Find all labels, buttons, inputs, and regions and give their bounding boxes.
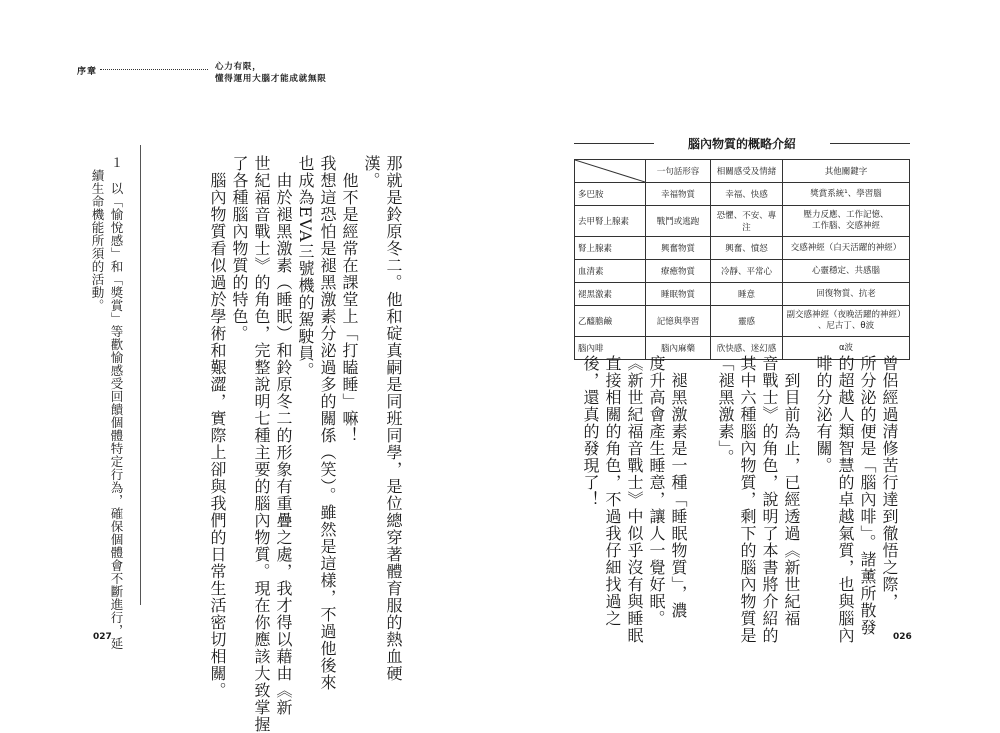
table-title: 腦內物質的概略介紹 (574, 135, 910, 152)
text-line: 到目前為止，已經透過《新世紀福 (782, 355, 801, 627)
text-line: 度升高會產生睡意，讓人一覺好眠。 (647, 355, 666, 627)
text-line: 褪黑激素是一種「睡眠物質」，濃 (669, 355, 688, 619)
text-line: 曾侶經過清修苦行達到徹悟之際， (880, 355, 899, 610)
text-line: 啡的分泌有關。 (814, 355, 833, 474)
right-page-text-block-3 (579, 355, 689, 644)
left-page-body-text (206, 155, 404, 733)
text-line: 漢。 (362, 155, 381, 189)
keywords-cell (783, 183, 910, 206)
table-row (575, 260, 910, 283)
text-line: 的超越人類智慧的卓越氣質，也與腦內 (836, 355, 855, 644)
phrase-cell: 興奮物質 (646, 237, 711, 260)
page-number-right: 026 (893, 632, 912, 642)
text-line: 由於褪黑激素（睡眠）和鈴原冬二的形象有重疊之處，我才得以藉由《新 (274, 155, 293, 716)
table-header-cell: 其他關鍵字 (783, 160, 910, 183)
chapter-label: 序章 (77, 67, 98, 77)
table-row (575, 183, 910, 206)
keyword-line: 回復物質、抗老 (816, 288, 876, 299)
text-line: 了各種腦內物質的特色。 (230, 155, 249, 342)
substance-name: 腎上腺素 (575, 237, 646, 260)
phrase-cell: 腦內麻藥 (646, 337, 711, 360)
text-line: 直接相關的角色，不過我仔細找過之 (603, 355, 622, 627)
chapter-title-line-2: 懂得運用大腦才能成就無限 (215, 74, 327, 84)
table-header-cell: 一句話形容 (646, 160, 711, 183)
footnote-line: １ 以「愉悅感」和「獎賞」等歡愉感受回饋個體特定行為，確保個體會不斷進行，延 (109, 156, 124, 650)
keywords-cell (783, 260, 910, 283)
keyword-line: 心靈穩定、共感腦 (811, 265, 880, 276)
keyword-line: 副交感神經（夜晚活躍的神經） (786, 310, 906, 320)
chapter-title-line-1: 心力有限， (215, 62, 262, 72)
keyword-line: α波 (838, 342, 854, 353)
text-line: 《新世紀福音戰士》中似乎沒有與睡眠 (625, 355, 644, 644)
header-dotted-rule (100, 69, 208, 70)
feeling-cell: 欣快感、迷幻感 (711, 337, 783, 360)
phrase-cell: 戰鬥或逃跑 (646, 206, 711, 237)
table-header-row (575, 160, 910, 183)
keywords-cell (783, 206, 910, 237)
substance-name: 腦內啡 (575, 337, 646, 360)
phrase-cell: 幸福物質 (646, 183, 711, 206)
page-number-left: 027 (93, 632, 112, 642)
keyword-line: 壓力反應、工作記憶、 (803, 210, 889, 220)
table-row (575, 206, 910, 237)
text-line: 所分泌的便是「腦內啡」。諸薰所散發 (858, 355, 877, 636)
table-row (575, 283, 910, 306)
keywords-cell (783, 237, 910, 260)
substance-name: 去甲腎上腺素 (575, 206, 646, 237)
text-line: 腦內物質看似過於學術和艱澀，實際上卻與我們的日常生活密切相關。 (208, 155, 227, 699)
substance-name: 血清素 (575, 260, 646, 283)
keywords-cell (783, 283, 910, 306)
right-page-text-block-1 (812, 355, 900, 644)
feeling-cell: 恐懼、不安、專注 (711, 206, 783, 237)
chapter-title (215, 61, 327, 85)
phrase-cell: 睡眠物質 (646, 283, 711, 306)
table-title-bar (574, 133, 910, 153)
text-line: 後，還真的發現了！ (581, 355, 600, 508)
table-row (575, 237, 910, 260)
text-line: 也成為EVA三號機的駕駛員。 (296, 155, 315, 379)
feeling-cell: 靈感 (711, 306, 783, 337)
substance-name: 多巴胺 (575, 183, 646, 206)
text-line: 世紀福音戰士》的角色，完整說明七種主要的腦內物質。現在你應該大致掌握 (252, 155, 271, 733)
table-header-cell: 相關感受及情緒 (711, 160, 783, 183)
keyword-line: 、尼古丁、θ波 (817, 321, 875, 331)
text-line: 他不是經常在課堂上「打瞌睡」嘛！ (340, 155, 359, 444)
footnote-rule (140, 145, 141, 605)
feeling-cell: 冷靜、平常心 (711, 260, 783, 283)
diagonal-line-icon (575, 160, 645, 182)
feeling-cell: 睡意 (711, 283, 783, 306)
substance-name: 褪黑激素 (575, 283, 646, 306)
brain-substance-table (574, 133, 910, 360)
keywords-cell (783, 306, 910, 337)
substance-name: 乙醯膽鹼 (575, 306, 646, 337)
feeling-cell: 幸福、快感 (711, 183, 783, 206)
feeling-cell: 興奮、憤怒 (711, 237, 783, 260)
footnote-line: 續生命機能所須的活動。 (90, 156, 105, 312)
text-line: 我想這恐怕是褪黑激素分泌過多的關係（笑）。雖然是這樣，不過他後來 (318, 155, 337, 691)
right-page-text-block-2 (714, 355, 802, 644)
keyword-line: 工作腦、交感神經 (811, 221, 880, 231)
text-line: 音戰士》的角色，說明了本書將介紹的 (760, 355, 779, 644)
keyword-line: 獎賞系統¹、學習腦 (810, 188, 882, 199)
table (574, 159, 910, 360)
table-row (575, 306, 910, 337)
phrase-cell: 療癒物質 (646, 260, 711, 283)
text-line: 那就是鈴原冬二。他和碇真嗣是同班同學，是位總穿著體育服的熱血硬 (384, 155, 403, 682)
phrase-cell: 記憶與學習 (646, 306, 711, 337)
keyword-line: 交感神經（白天活躍的神經） (790, 242, 902, 253)
text-line: 「褪黑激素」。 (716, 355, 735, 466)
table-header-corner (575, 160, 646, 183)
text-line: 其中六種腦內物質，剩下的腦內物質是 (738, 355, 757, 644)
